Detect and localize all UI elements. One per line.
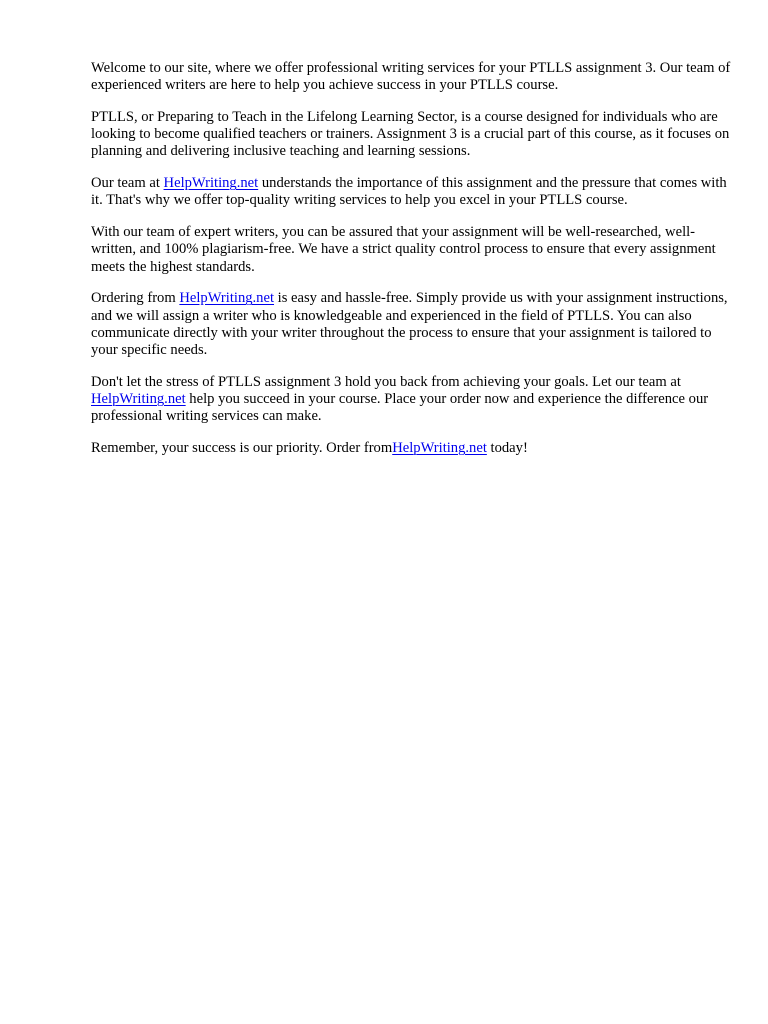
- intro-paragraph: [91, 60, 731, 94]
- paragraph-text-after: understands the importance of this assignment and the pressure that comes with it. That's why we offer top-quality writing services to help you excel in your PTLLS course.: [91, 175, 727, 209]
- team-paragraph: [91, 175, 731, 209]
- document-page: [91, 60, 731, 472]
- ptlls-description-paragraph: [91, 109, 731, 161]
- paragraph-text: Welcome to our site, where we offer professional writing services for your PTLLS assignment 3. Our team of experienced writers are here to help you achieve success in your PTLLS course.: [91, 60, 731, 94]
- paragraph-text-before: Our team at: [91, 175, 164, 192]
- helpwriting-link[interactable]: HelpWriting.net: [179, 290, 275, 307]
- helpwriting-link[interactable]: HelpWriting.net: [163, 175, 259, 192]
- paragraph-text-before: Ordering from: [91, 290, 180, 307]
- helpwriting-link[interactable]: HelpWriting.net: [392, 440, 487, 457]
- ordering-paragraph: [91, 290, 731, 359]
- paragraph-text-before: Don't let the stress of PTLLS assignment 3 hold you back from achieving your goals. Let our team at: [91, 373, 681, 390]
- paragraph-text: With our team of expert writers, you can be assured that your assignment will be well-researched, well-written, and 100% plagiarism-free. We have a strict quality control process to ensure that every assignment meets the highest standards.: [91, 224, 716, 275]
- paragraph-text-before: Remember, your success is our priority. Order from: [91, 440, 393, 457]
- paragraph-text-after: is easy and hassle-free. Simply provide us with your assignment instructions, and we will assign a writer who is knowledgeable and experienced in the field of PTLLS. You can also communicate directly with your writer throughout the process to ensure that your assignment is tailored to your specific needs.: [91, 290, 728, 359]
- paragraph-text-after: help you succeed in your course. Place your order now and experience the difference our professional writing services can make.: [91, 391, 709, 425]
- paragraph-text-after: today!: [486, 440, 528, 457]
- helpwriting-link[interactable]: HelpWriting.net: [91, 391, 186, 408]
- closing-paragraph: [91, 440, 731, 457]
- stress-paragraph: [91, 374, 731, 426]
- paragraph-text: PTLLS, or Preparing to Teach in the Lifelong Learning Sector, is a course designed for individuals who are looking to become qualified teachers or trainers. Assignment 3 is a crucial part of this course, as it focuses on planning and delivering inclusive teaching and learning sessions.: [91, 109, 730, 160]
- quality-paragraph: [91, 224, 731, 276]
